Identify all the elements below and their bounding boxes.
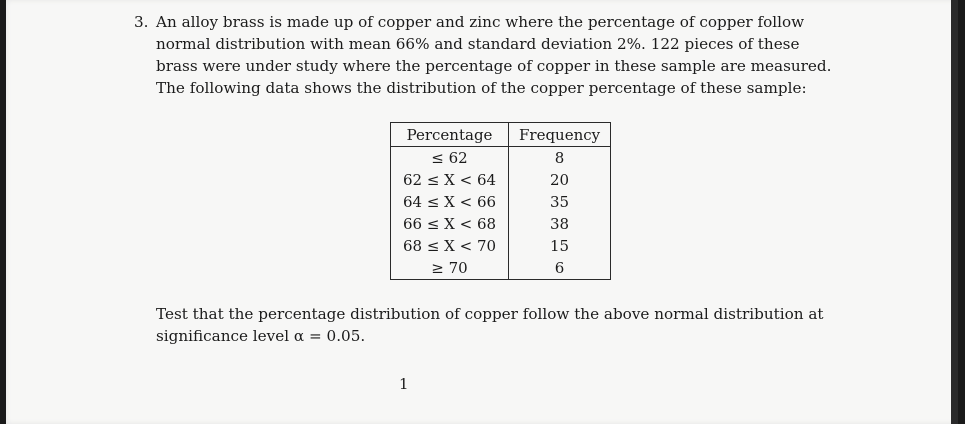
- table-row: [391, 191, 611, 213]
- percentage-header: Percentage: [391, 123, 509, 147]
- frequency-cell: 15: [509, 235, 611, 257]
- table-row: [391, 147, 611, 170]
- problem-line: brass were under study where the percentage of copper in these sample are measured.: [156, 57, 832, 75]
- problem-line: The following data shows the distribution of the copper percentage of these sample:: [156, 79, 807, 97]
- frequency-cell: 35: [509, 191, 611, 213]
- percentage-cell: ≤ 62: [391, 147, 509, 170]
- problem-number: 3.: [134, 13, 149, 31]
- frequency-cell: 6: [509, 257, 611, 280]
- frequency-cell: 38: [509, 213, 611, 235]
- table-row: [391, 257, 611, 280]
- table-row: [391, 169, 611, 191]
- problem-statement: [134, 11, 846, 99]
- frequency-header: Frequency: [509, 123, 611, 147]
- page-edge-shadow: [951, 0, 958, 424]
- percentage-cell: ≥ 70: [391, 257, 509, 280]
- question-line: significance level α = 0.05.: [156, 327, 366, 345]
- table-row: [391, 235, 611, 257]
- percentage-cell: 68 ≤ X < 70: [391, 235, 509, 257]
- question-line: Test that the percentage distribution of copper follow the above normal distribution at: [156, 305, 824, 323]
- frequency-table: [390, 122, 611, 280]
- frequency-cell: 20: [509, 169, 611, 191]
- problem-line: An alloy brass is made up of copper and zinc where the percentage of copper follow: [156, 13, 805, 31]
- percentage-cell: 62 ≤ X < 64: [391, 169, 509, 191]
- percentage-cell: 66 ≤ X < 68: [391, 213, 509, 235]
- page-number: 1: [399, 375, 409, 393]
- table-row: [391, 213, 611, 235]
- document-page: [6, 0, 958, 424]
- test-question: [156, 303, 856, 347]
- percentage-cell: 64 ≤ X < 66: [391, 191, 509, 213]
- problem-line: normal distribution with mean 66% and standard deviation 2%. 122 pieces of these: [156, 35, 800, 53]
- table-header-row: [391, 123, 611, 147]
- frequency-cell: 8: [509, 147, 611, 170]
